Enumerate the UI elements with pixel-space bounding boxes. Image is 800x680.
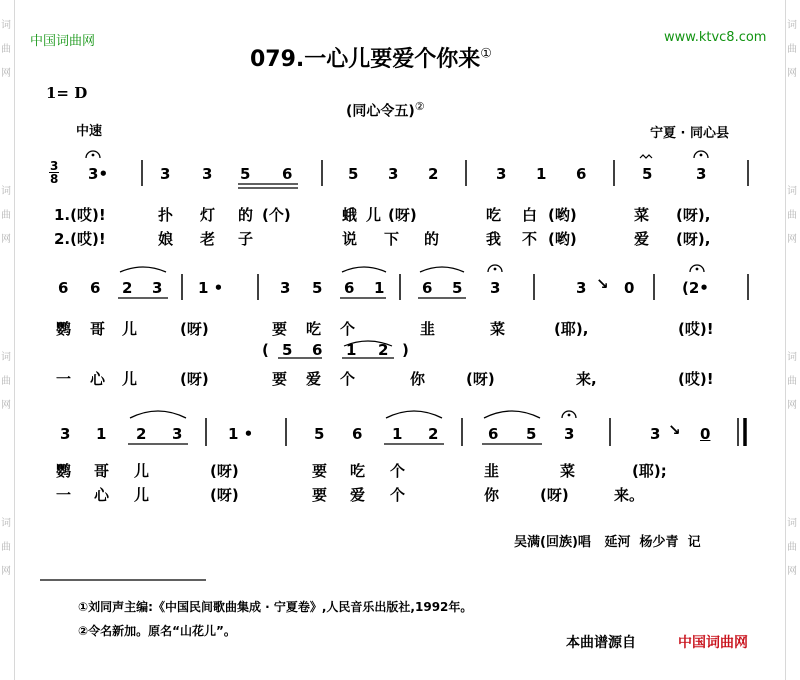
lyric: 不 (522, 230, 538, 248)
lyric: 菜 (634, 206, 650, 224)
lyric: 一 (56, 486, 72, 504)
edge-char: 曲 (1, 44, 11, 55)
slur (386, 411, 442, 418)
slur (120, 267, 166, 272)
note: 3 (152, 279, 163, 297)
lyric: 下 (384, 230, 400, 248)
note: 5 (348, 165, 359, 183)
lyric: 我 (486, 230, 502, 248)
fermata-dot (568, 414, 571, 417)
lyric: 个 (340, 370, 356, 388)
alt-note: 2 (378, 341, 389, 359)
lyric: 娘 (158, 230, 174, 248)
note: 5 (526, 425, 537, 443)
lyric: 吃 (306, 320, 322, 338)
lyric: (个) (262, 206, 291, 224)
note: 6 (282, 165, 293, 183)
lyric: 个 (390, 462, 406, 480)
note: 1 (374, 279, 385, 297)
edge-char: 曲 (1, 376, 11, 387)
note: 6 (352, 425, 363, 443)
lyric: 要 (312, 486, 328, 504)
lyric: 蛾 (342, 206, 358, 224)
fermata-dot (494, 268, 497, 271)
alt-note: 1 (346, 341, 357, 359)
lyric: 你 (410, 370, 426, 388)
edge-char: 词 (787, 20, 797, 31)
lyric: 心 (90, 370, 106, 388)
edge-char: 曲 (787, 542, 797, 553)
lyric: (呀) (180, 320, 209, 338)
lyric: 白 (522, 206, 538, 224)
lyric: 1.(哎)! (54, 206, 106, 224)
alt-paren-close: ) (402, 341, 409, 359)
lyric: (呀), (676, 230, 711, 248)
lyric: 要 (312, 462, 328, 480)
subtitle-text: (同心令五) (346, 103, 415, 120)
lyric: 个 (390, 486, 406, 504)
lyric: (呀) (540, 486, 569, 504)
lyric: 要 (272, 320, 288, 338)
note: 3 (650, 425, 661, 443)
note: 3 (696, 165, 707, 183)
lyric: 爱 (306, 370, 322, 388)
note: 1 (96, 425, 107, 443)
edge-char: 网 (1, 566, 11, 577)
lyric: 灯 (200, 206, 216, 224)
lyric: 说 (342, 230, 358, 248)
note: 1 (392, 425, 403, 443)
lyric: 儿 (134, 486, 150, 504)
lyric: (呀) (210, 462, 239, 480)
lyric: (哎)! (678, 320, 714, 338)
lyric: 哥 (94, 462, 110, 480)
performer-credit: 吴满(回族)唱 延河 杨少青 记 (514, 535, 701, 550)
lyric: (呀) (180, 370, 209, 388)
lyric: (呀) (388, 206, 417, 224)
alt-paren-open: ( (262, 341, 269, 359)
lyric: 的 (424, 230, 440, 248)
edge-char: 词 (787, 518, 797, 529)
lyric: 的 (238, 206, 254, 224)
edge-char: 网 (787, 68, 797, 79)
footnote-1: ①刘同声主编:《中国民间歌曲集成 · 宁夏卷》,人民音乐出版社,1992年。 (78, 600, 473, 614)
note: 2 (122, 279, 133, 297)
note: 2 (428, 425, 439, 443)
lyric: (呀), (676, 206, 711, 224)
slur (420, 267, 464, 272)
lyric: 鹦 (56, 462, 72, 480)
alt-note: 6 (312, 341, 323, 359)
edge-char: 网 (1, 400, 11, 411)
edge-char: 曲 (787, 376, 797, 387)
lyric: 扑 (158, 206, 174, 224)
lyric: 老 (200, 230, 216, 248)
lyric: 哥 (90, 320, 106, 338)
slur (342, 267, 386, 272)
note: 1 (536, 165, 547, 183)
lyric: 菜 (490, 320, 506, 338)
lyric: 儿 (122, 320, 138, 338)
site-watermark-left: 中国词曲网 (30, 34, 96, 49)
edge-char: 词 (787, 186, 797, 197)
note: 6 (344, 279, 355, 297)
edge-char: 词 (1, 20, 11, 31)
slur (484, 411, 540, 418)
lyric: (哟) (548, 230, 577, 248)
lyric: 儿 (134, 462, 150, 480)
edge-char: 网 (787, 400, 797, 411)
edge-char: 曲 (1, 542, 11, 553)
edge-char: 词 (1, 352, 11, 363)
note: 6 (58, 279, 69, 297)
note: 5 (642, 165, 653, 183)
note: 5 (314, 425, 325, 443)
note: 3 (280, 279, 291, 297)
lyric: 吃 (350, 462, 366, 480)
edge-char: 网 (787, 234, 797, 245)
lyric: 菜 (560, 462, 576, 480)
note: 6 (488, 425, 499, 443)
lyric: (哟) (548, 206, 577, 224)
lyric: (呀) (466, 370, 495, 388)
edge-char: 曲 (787, 210, 797, 221)
edge-char: 曲 (1, 210, 11, 221)
note: 3 (202, 165, 213, 183)
lyric: 2.(哎)! (54, 230, 106, 248)
song-title-text: 079.一心儿要爱个你来 (250, 47, 481, 72)
alt-note: 5 (282, 341, 293, 359)
note: 1 • (198, 279, 224, 297)
note: 2 (428, 165, 439, 183)
rest: 0 (624, 279, 635, 297)
note: 5 (312, 279, 323, 297)
lyric: 心 (94, 486, 110, 504)
note: 3 (388, 165, 399, 183)
edge-char: 词 (787, 352, 797, 363)
tie-arrow: ↘ (596, 275, 609, 293)
note: 3• (88, 165, 109, 183)
tie-arrow: ↘ (668, 421, 681, 439)
note: 3 (60, 425, 71, 443)
lyric: 儿 (366, 206, 382, 224)
note: (2• (682, 279, 709, 297)
footnote-2: ②令名新加。原名“山花儿”。 (78, 624, 236, 638)
lyric: 鹦 (56, 320, 72, 338)
note: 5 (452, 279, 463, 297)
note: 1 • (228, 425, 254, 443)
lyric: (耶), (554, 320, 589, 338)
lyric: 吃 (486, 206, 502, 224)
lyric: 韭 (484, 462, 500, 480)
fermata-dot (700, 154, 703, 157)
source-label: 本曲谱源自 (566, 635, 636, 651)
fermata-dot (92, 154, 95, 157)
note: 3 (160, 165, 171, 183)
note: 6 (90, 279, 101, 297)
slur (130, 411, 186, 418)
lyric: 要 (272, 370, 288, 388)
tempo-marking: 中速 (76, 124, 103, 139)
note: 3 (564, 425, 575, 443)
key-signature: 1= D (46, 84, 88, 102)
subtitle-footnote-mark: ② (414, 100, 425, 113)
source-site-link[interactable]: 中国词曲网 (678, 635, 748, 651)
lyric: 爱 (350, 486, 366, 504)
lyric: 子 (238, 230, 254, 248)
site-watermark-right: www.ktvc8.com (664, 30, 767, 45)
note: 3 (576, 279, 587, 297)
lyric: 你 (484, 486, 500, 504)
edge-char: 词 (1, 186, 11, 197)
region-label: 宁夏 · 同心县 (650, 126, 729, 141)
note: 3 (490, 279, 501, 297)
lyric: 一 (56, 370, 72, 388)
note: 5 (240, 165, 251, 183)
edge-char: 网 (787, 566, 797, 577)
fermata-dot (696, 268, 699, 271)
time-signature-top: 3 (50, 159, 59, 173)
lyric: 个 (340, 320, 356, 338)
lyric: 来。 (614, 486, 645, 504)
title-footnote-mark: ① (480, 46, 492, 62)
lyric: (耶); (632, 462, 667, 480)
lyric: (呀) (210, 486, 239, 504)
note: 2 (136, 425, 147, 443)
note: 6 (576, 165, 587, 183)
edge-char: 曲 (787, 44, 797, 55)
edge-char: 网 (1, 68, 11, 79)
ornament-mark (640, 155, 652, 158)
note: 3 (172, 425, 183, 443)
lyric: 爱 (634, 230, 650, 248)
edge-char: 词 (1, 518, 11, 529)
note: 6 (422, 279, 433, 297)
note: 3 (496, 165, 507, 183)
rest: 0 (700, 425, 711, 443)
lyric: (哎)! (678, 370, 714, 388)
lyric: 儿 (122, 370, 138, 388)
lyric: 韭 (420, 320, 436, 338)
lyric: 来, (576, 370, 597, 388)
edge-char: 网 (1, 234, 11, 245)
time-signature-bottom: 8 (50, 172, 59, 186)
